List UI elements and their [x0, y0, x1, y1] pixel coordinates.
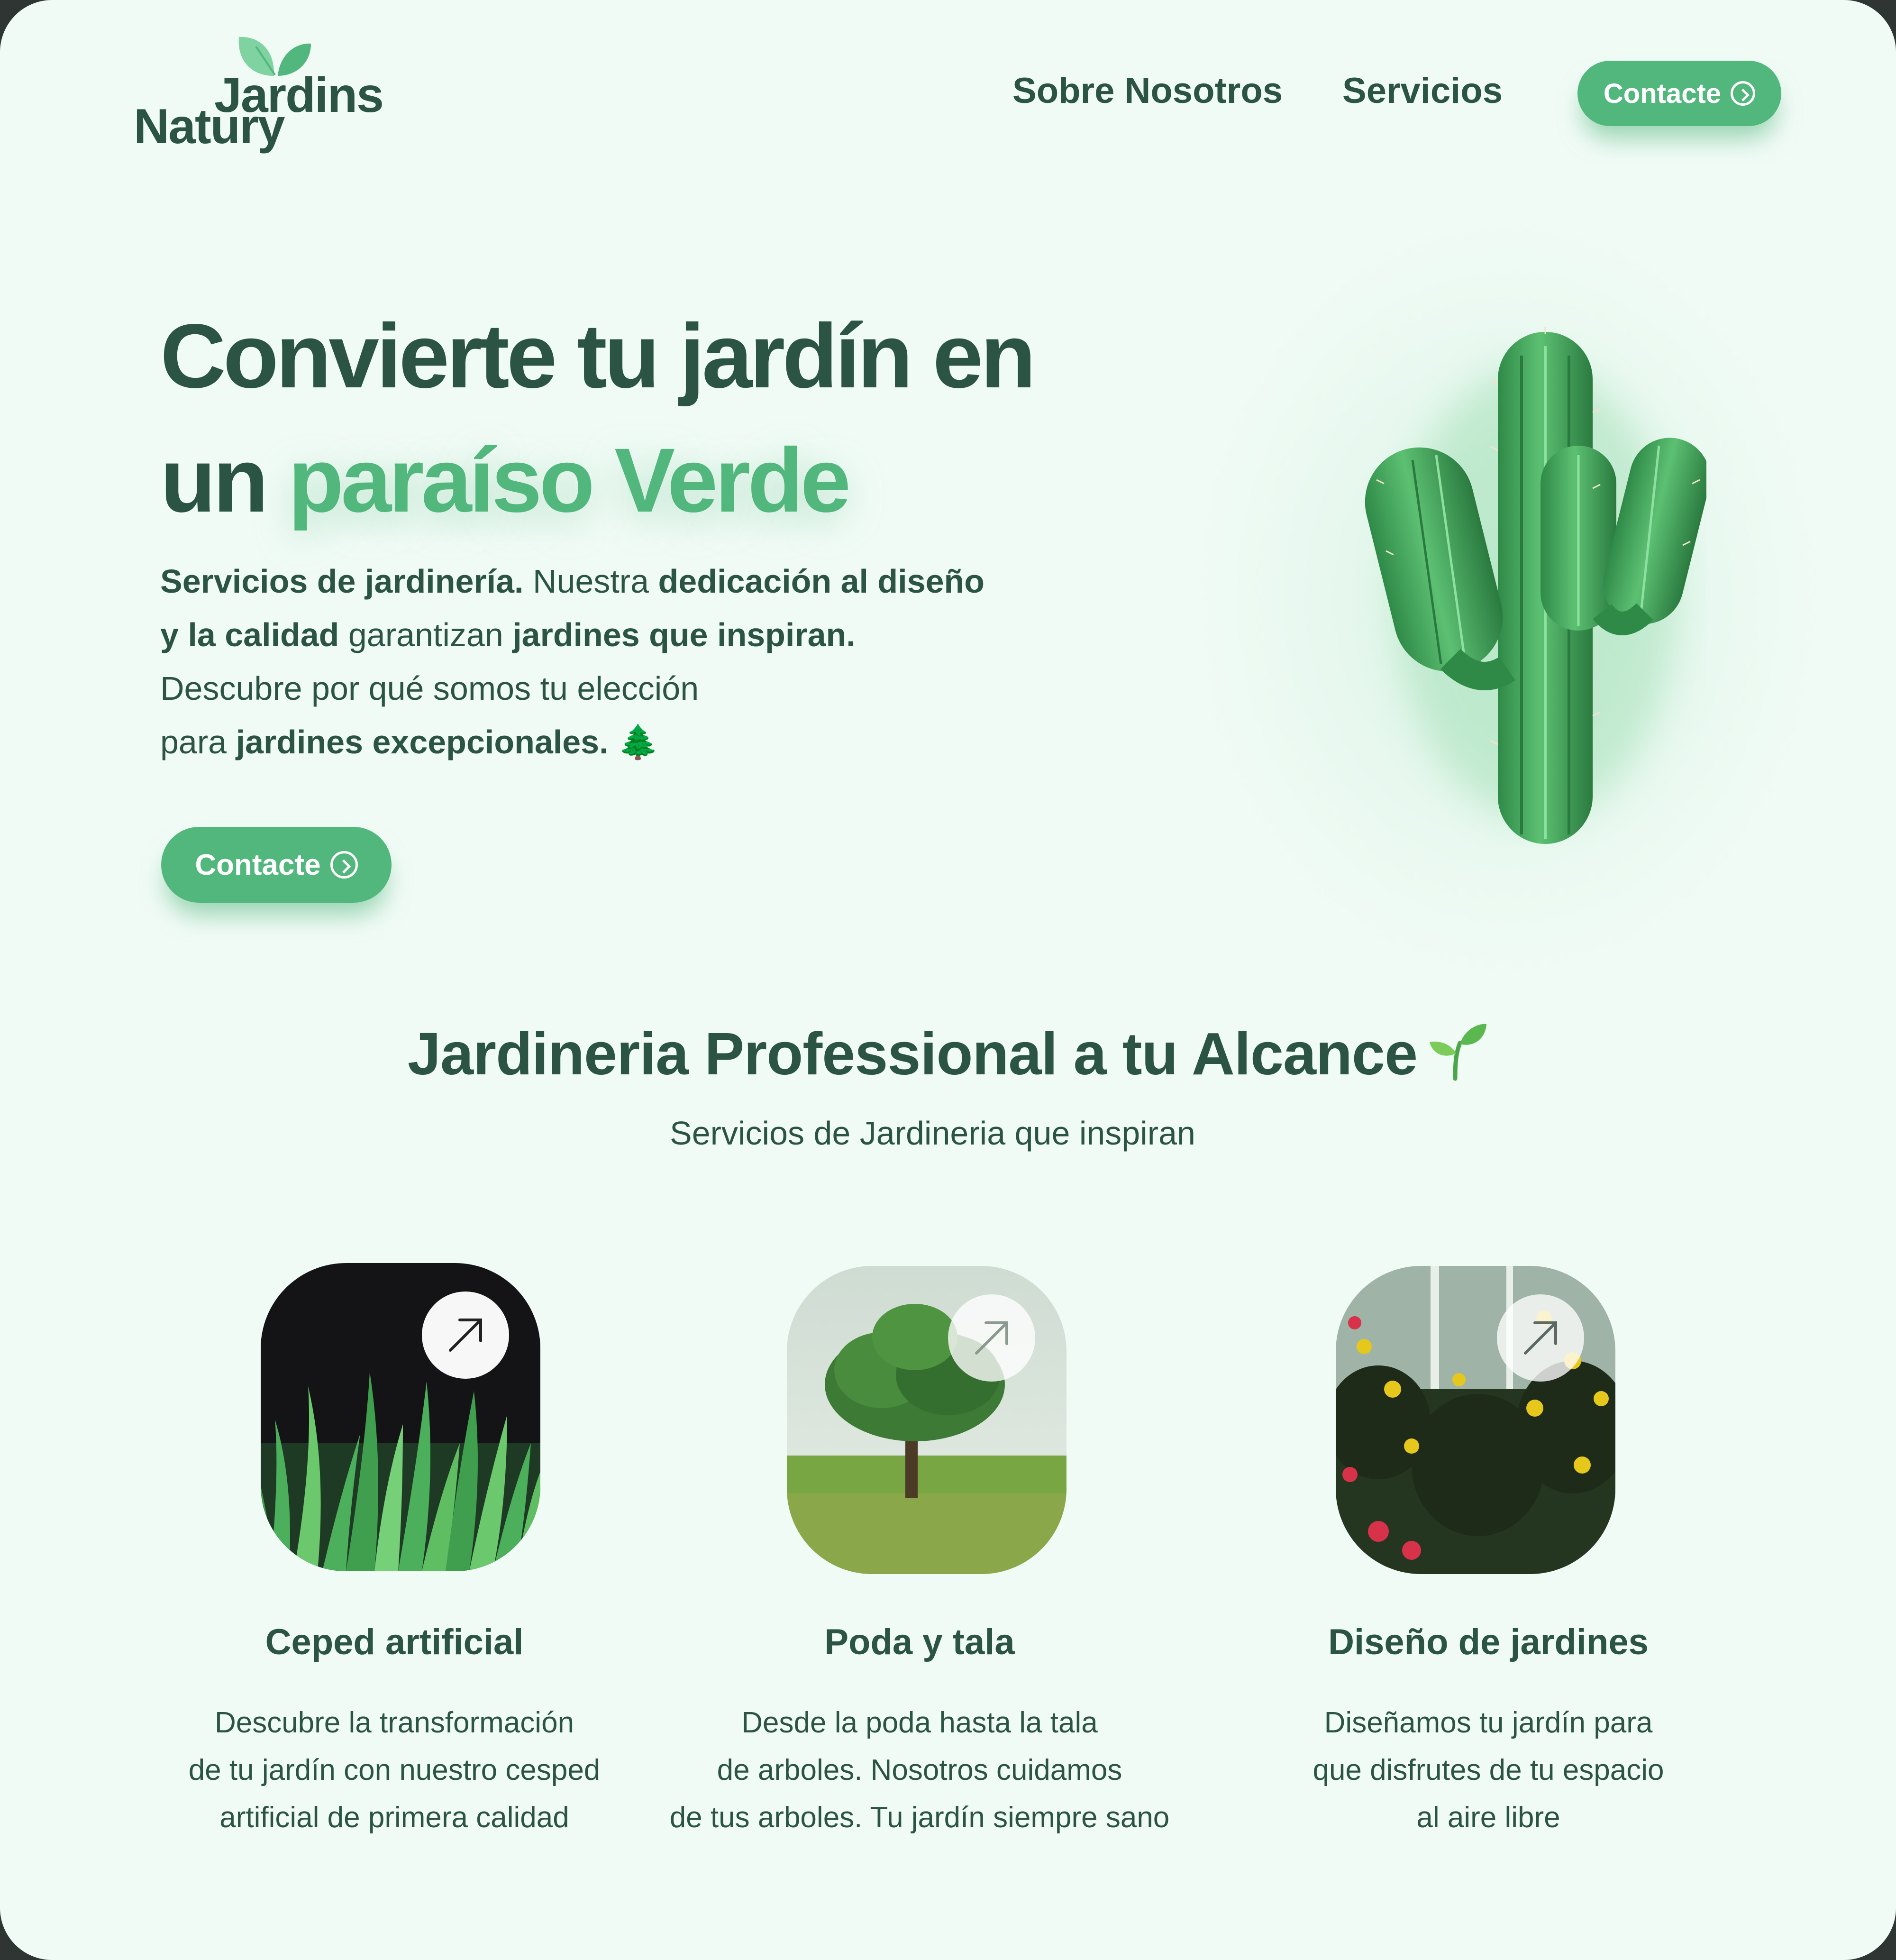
- service-title: Poda y tala: [824, 1622, 1015, 1662]
- sprout-icon: [1427, 1019, 1488, 1081]
- hero-desc-strong: y la calidad: [160, 616, 339, 653]
- service-description: [635, 1699, 1204, 1841]
- service-description: [110, 1699, 679, 1841]
- service-desc-line: artificial de primera calidad: [219, 1801, 569, 1834]
- hero-desc-strong: jardines excepcionales.: [236, 724, 609, 760]
- hero-desc-text: para: [160, 724, 227, 760]
- hero-desc-strong: Servicios de jardinería.: [160, 563, 524, 600]
- service-desc-line: Diseñamos tu jardín para: [1324, 1706, 1653, 1739]
- open-service-button[interactable]: [1497, 1294, 1584, 1382]
- service-desc-line: al aire libre: [1416, 1801, 1560, 1834]
- brand-name-line1: Jardins: [214, 68, 383, 123]
- service-desc-line: Desde la poda hasta la tala: [741, 1706, 1098, 1739]
- hero-desc-text: Descubre por qué somos tu elección: [160, 670, 699, 707]
- header-contact-label: Contacte: [1603, 78, 1722, 109]
- hero-title-accent: paraíso Verde: [288, 429, 848, 531]
- services-title-text: Jardineria Professional a tu Alcance: [407, 1020, 1418, 1087]
- hero-desc-strong: jardines que inspiran.: [512, 616, 856, 653]
- nav-item-services[interactable]: Servicios: [1342, 71, 1503, 111]
- service-image-tree[interactable]: [787, 1266, 1066, 1574]
- services-subtitle: Servicios de Jardineria que inspiran: [670, 1115, 1195, 1152]
- service-desc-line: Descubre la transformación: [214, 1706, 574, 1739]
- brand-name-line2: Natury: [134, 99, 284, 154]
- hero-title-line2-plain: un: [160, 429, 266, 531]
- hero-contact-label: Contacte: [195, 848, 321, 881]
- service-card-pruning: [635, 1263, 1204, 1856]
- brand-logo[interactable]: [134, 32, 399, 156]
- service-image-grass[interactable]: [261, 1263, 540, 1571]
- service-title: Ceped artificial: [265, 1622, 524, 1662]
- arrow-up-right-icon: [1521, 1318, 1560, 1358]
- nav-item-about[interactable]: Sobre Nosotros: [1012, 71, 1283, 111]
- hero-desc-text: garantizan: [348, 616, 503, 653]
- service-desc-line: de arboles. Nosotros cuidamos: [717, 1754, 1122, 1786]
- service-desc-line: que disfrutes de tu espacio: [1313, 1754, 1664, 1786]
- service-title: Diseño de jardines: [1328, 1622, 1649, 1662]
- service-image-flowers[interactable]: [1336, 1266, 1615, 1574]
- chevron-circle-right-icon: [330, 851, 358, 879]
- open-service-button[interactable]: [422, 1291, 509, 1379]
- tree-emoji-icon: 🌲: [617, 724, 659, 760]
- services-title: [0, 1019, 1896, 1088]
- service-card-garden-design: [1204, 1263, 1773, 1856]
- service-description: [1204, 1699, 1773, 1841]
- arrow-up-right-icon: [446, 1315, 485, 1355]
- cactus-image: [1356, 327, 1706, 849]
- service-desc-line: de tu jardín con nuestro cesped: [188, 1754, 601, 1786]
- arrow-up-right-icon: [972, 1318, 1012, 1358]
- chevron-circle-right-icon: [1731, 81, 1755, 106]
- hero-description: [160, 555, 1108, 769]
- header-contact-button[interactable]: [1577, 61, 1781, 126]
- hero-desc-strong: dedicación al diseño: [658, 563, 985, 600]
- hero-title: [160, 294, 1033, 542]
- hero-desc-text: Nuestra: [532, 563, 649, 600]
- open-service-button[interactable]: [948, 1294, 1035, 1382]
- hero-title-line1: Convierte tu jardín en: [160, 305, 1033, 407]
- service-desc-line: de tus arboles. Tu jardín siempre sano: [669, 1801, 1170, 1834]
- hero-contact-button[interactable]: [161, 827, 392, 903]
- service-card-artificial-grass: [110, 1263, 679, 1856]
